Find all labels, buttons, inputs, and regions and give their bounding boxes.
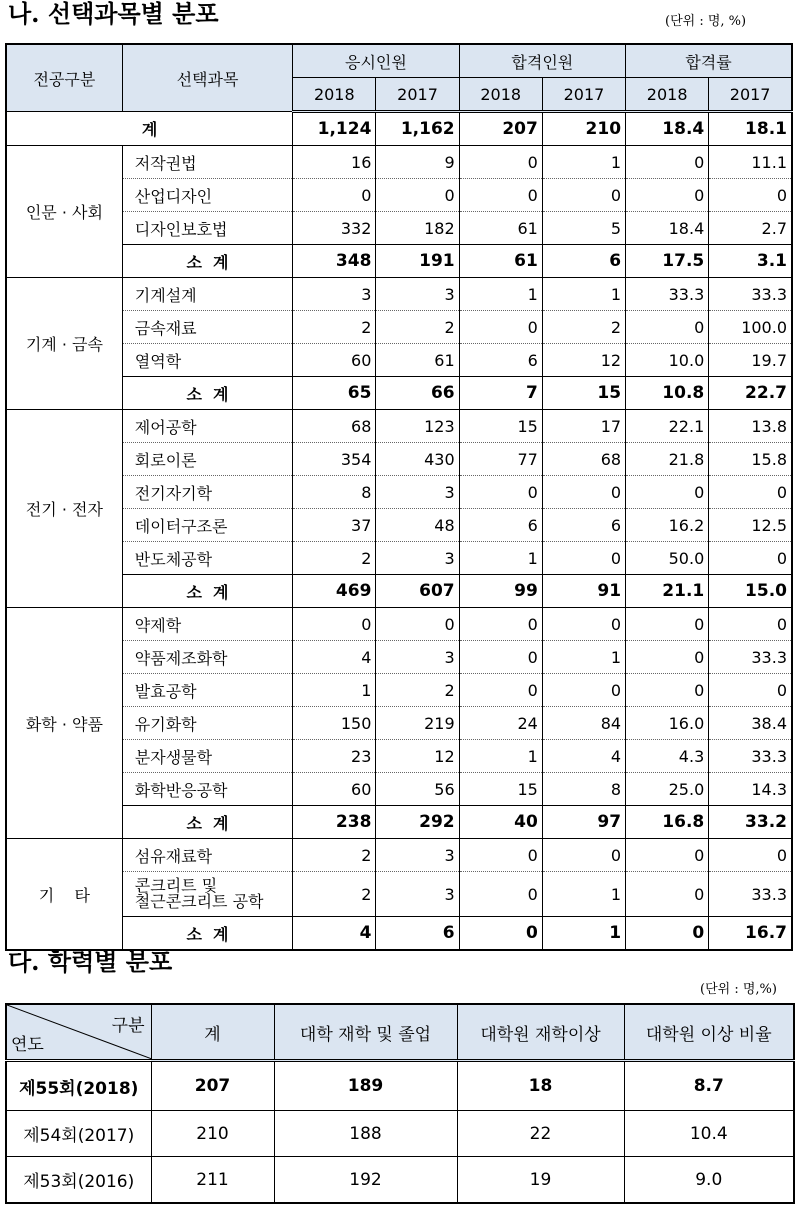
table-row [6, 872, 792, 917]
cell-value: 0 [542, 674, 625, 707]
cell-value: 0 [542, 476, 625, 509]
table-row [6, 1157, 794, 1204]
table-row [6, 410, 792, 443]
cell-value: 12 [542, 344, 625, 377]
subject-name: 약품제조화학 [122, 641, 292, 674]
table-row [6, 509, 792, 542]
total-value: 1,162 [376, 112, 459, 146]
cell-value: 210 [151, 1111, 274, 1157]
cell-value: 33.3 [709, 278, 792, 311]
cell-value: 192 [274, 1157, 457, 1204]
cell-value: 2 [293, 839, 376, 872]
subject-name: 반도체공학 [122, 542, 292, 575]
group-label: 전기 · 전자 [6, 410, 122, 608]
cell-value: 33.3 [709, 740, 792, 773]
header-year: 2018 [626, 78, 709, 112]
cell-value: 33.3 [626, 278, 709, 311]
cell-value: 100.0 [709, 311, 792, 344]
subtotal-row [6, 575, 792, 608]
subject-name: 제어공학 [122, 410, 292, 443]
cell-value: 3 [376, 476, 459, 509]
subject-name: 회로이론 [122, 443, 292, 476]
header-major: 전공구분 [6, 44, 122, 112]
subject-name: 기계설계 [122, 278, 292, 311]
cell-value: 182 [376, 212, 459, 245]
subtotal-value: 292 [376, 806, 459, 839]
cell-value: 6 [459, 509, 542, 542]
cell-value: 0 [709, 839, 792, 872]
subtotal-value: 4 [293, 917, 376, 951]
cell-value: 56 [376, 773, 459, 806]
subtotal-label: 소 계 [122, 245, 292, 278]
cell-value: 14.3 [709, 773, 792, 806]
table-row [6, 608, 792, 641]
cell-value: 0 [709, 608, 792, 641]
subtotal-value: 6 [542, 245, 625, 278]
cell-value: 3 [376, 542, 459, 575]
cell-value: 18 [457, 1061, 624, 1111]
cell-value: 2 [293, 872, 376, 917]
section2-title: 다. 학력별 분포 [8, 947, 173, 976]
total-value: 18.1 [709, 112, 792, 146]
cell-value: 0 [459, 674, 542, 707]
header-year: 2018 [459, 78, 542, 112]
cell-value: 6 [459, 344, 542, 377]
cell-value: 332 [293, 212, 376, 245]
cell-value: 0 [709, 542, 792, 575]
cell-value: 25.0 [626, 773, 709, 806]
group-label: 기계 · 금속 [6, 278, 122, 410]
header-graduate: 대학원 재학이상 [457, 1004, 624, 1061]
header-rate: 합격률 [626, 44, 792, 78]
cell-value: 5 [542, 212, 625, 245]
group-label: 인문 · 사회 [6, 146, 122, 278]
cell-value: 13.8 [709, 410, 792, 443]
subtotal-value: 6 [376, 917, 459, 951]
header-year: 2017 [542, 78, 625, 112]
cell-value: 60 [293, 344, 376, 377]
cell-value: 4 [542, 740, 625, 773]
cell-value: 15 [459, 773, 542, 806]
table-row [6, 542, 792, 575]
cell-value: 0 [626, 476, 709, 509]
cell-value: 0 [459, 608, 542, 641]
subtotal-value: 0 [626, 917, 709, 951]
group-label: 기 타 [6, 839, 122, 951]
table-row [6, 674, 792, 707]
cell-value: 0 [293, 179, 376, 212]
cell-value: 61 [459, 212, 542, 245]
subtotal-value: 15 [542, 377, 625, 410]
subtotal-row [6, 806, 792, 839]
cell-value: 12.5 [709, 509, 792, 542]
subtotal-value: 15.0 [709, 575, 792, 608]
cell-value: 2 [293, 542, 376, 575]
subtotal-value: 348 [293, 245, 376, 278]
cell-value: 4.3 [626, 740, 709, 773]
header-year: 2018 [293, 78, 376, 112]
cell-value: 18.4 [626, 212, 709, 245]
subject-name: 디자인보호법 [122, 212, 292, 245]
cell-value: 0 [542, 542, 625, 575]
subject-name: 전기자기학 [122, 476, 292, 509]
subtotal-label: 소 계 [122, 806, 292, 839]
header-passed: 합격인원 [459, 44, 625, 78]
cell-value: 21.8 [626, 443, 709, 476]
table-row [6, 179, 792, 212]
cell-value: 8.7 [624, 1061, 794, 1111]
subtotal-value: 16.8 [626, 806, 709, 839]
cell-value: 1 [542, 278, 625, 311]
subtotal-value: 238 [293, 806, 376, 839]
section2-unit: (단위 : 명,%) [700, 982, 777, 997]
cell-value: 0 [542, 179, 625, 212]
cell-value: 0 [459, 641, 542, 674]
total-label: 계 [6, 112, 293, 146]
cell-value: 1 [459, 542, 542, 575]
cell-value: 16 [293, 146, 376, 179]
cell-value: 2 [542, 311, 625, 344]
cell-value: 2 [376, 311, 459, 344]
cell-value: 16.2 [626, 509, 709, 542]
cell-value: 19 [457, 1157, 624, 1204]
cell-value: 3 [376, 839, 459, 872]
cell-value: 10.4 [624, 1111, 794, 1157]
cell-value: 12 [376, 740, 459, 773]
cell-value: 430 [376, 443, 459, 476]
subject-name: 화학반응공학 [122, 773, 292, 806]
cell-value: 17 [542, 410, 625, 443]
cell-value: 22 [457, 1111, 624, 1157]
cell-value: 8 [542, 773, 625, 806]
cell-value: 0 [709, 476, 792, 509]
subtotal-label: 소 계 [122, 377, 292, 410]
cell-value: 0 [293, 608, 376, 641]
cell-value: 1 [293, 674, 376, 707]
cell-value: 33.3 [709, 872, 792, 917]
cell-value: 0 [626, 311, 709, 344]
header-applicants: 응시인원 [293, 44, 459, 78]
total-value: 210 [542, 112, 625, 146]
cell-value: 68 [542, 443, 625, 476]
table-row [6, 443, 792, 476]
cell-value: 48 [376, 509, 459, 542]
cell-value: 0 [376, 608, 459, 641]
subtotal-row [6, 377, 792, 410]
total-row [6, 112, 792, 146]
cell-value: 22.1 [626, 410, 709, 443]
subtotal-value: 91 [542, 575, 625, 608]
table-row [6, 311, 792, 344]
cell-value: 38.4 [709, 707, 792, 740]
subject-name: 열역학 [122, 344, 292, 377]
cell-value: 207 [151, 1061, 274, 1111]
year-label: 제53회(2016) [6, 1157, 151, 1204]
cell-value: 0 [626, 839, 709, 872]
subject-name: 섬유재료학 [122, 839, 292, 872]
subtotal-value: 607 [376, 575, 459, 608]
cell-value: 2 [376, 674, 459, 707]
cell-value: 0 [459, 179, 542, 212]
subtotal-value: 16.7 [709, 917, 792, 951]
subject-name: 발효공학 [122, 674, 292, 707]
subtotal-value: 61 [459, 245, 542, 278]
subtotal-label: 소 계 [122, 917, 292, 951]
cell-value: 1 [459, 278, 542, 311]
subtotal-value: 99 [459, 575, 542, 608]
header-year: 2017 [376, 78, 459, 112]
subtotal-label: 소 계 [122, 575, 292, 608]
subtotal-value: 22.7 [709, 377, 792, 410]
subtotal-row [6, 245, 792, 278]
subtotal-value: 97 [542, 806, 625, 839]
cell-value: 24 [459, 707, 542, 740]
cell-value: 11.1 [709, 146, 792, 179]
cell-value: 188 [274, 1111, 457, 1157]
subtotal-value: 3.1 [709, 245, 792, 278]
cell-value: 0 [626, 872, 709, 917]
cell-value: 60 [293, 773, 376, 806]
subtotal-value: 10.8 [626, 377, 709, 410]
header-subject: 선택과목 [122, 44, 292, 112]
cell-value: 50.0 [626, 542, 709, 575]
subtotal-row [6, 917, 792, 951]
cell-value: 8 [293, 476, 376, 509]
subtotal-value: 7 [459, 377, 542, 410]
header-corner [6, 1004, 151, 1061]
subtotal-value: 40 [459, 806, 542, 839]
subject-name: 약제학 [122, 608, 292, 641]
cell-value: 0 [626, 608, 709, 641]
subject-distribution-table [5, 43, 793, 951]
table-row [6, 773, 792, 806]
cell-value: 0 [626, 674, 709, 707]
subtotal-value: 0 [459, 917, 542, 951]
subject-name: 금속재료 [122, 311, 292, 344]
cell-value: 0 [459, 311, 542, 344]
total-value: 18.4 [626, 112, 709, 146]
cell-value: 33.3 [709, 641, 792, 674]
cell-value: 0 [542, 608, 625, 641]
subject-name: 유기화학 [122, 707, 292, 740]
subject-name: 데이터구조론 [122, 509, 292, 542]
cell-value: 0 [459, 476, 542, 509]
subtotal-value: 17.5 [626, 245, 709, 278]
cell-value: 3 [293, 278, 376, 311]
subtotal-value: 191 [376, 245, 459, 278]
header-year: 2017 [709, 78, 792, 112]
cell-value: 0 [459, 839, 542, 872]
cell-value: 9 [376, 146, 459, 179]
cell-value: 0 [376, 179, 459, 212]
group-label: 화학 · 약품 [6, 608, 122, 839]
cell-value: 150 [293, 707, 376, 740]
subject-name: 콘크리트 및 철근콘크리트 공학 [122, 872, 292, 917]
cell-value: 219 [376, 707, 459, 740]
cell-value: 4 [293, 641, 376, 674]
total-value: 1,124 [293, 112, 376, 146]
header-college: 대학 재학 및 졸업 [274, 1004, 457, 1061]
cell-value: 61 [376, 344, 459, 377]
cell-value: 10.0 [626, 344, 709, 377]
cell-value: 123 [376, 410, 459, 443]
cell-value: 16.0 [626, 707, 709, 740]
cell-value: 211 [151, 1157, 274, 1204]
cell-value: 0 [626, 641, 709, 674]
cell-value: 23 [293, 740, 376, 773]
cell-value: 15.8 [709, 443, 792, 476]
cell-value: 0 [542, 839, 625, 872]
table-row [6, 740, 792, 773]
subject-name: 저작권법 [122, 146, 292, 179]
cell-value: 0 [626, 146, 709, 179]
cell-value: 354 [293, 443, 376, 476]
cell-value: 189 [274, 1061, 457, 1111]
section1-title: 나. 선택과목별 분포 [8, 0, 219, 28]
cell-value: 2.7 [709, 212, 792, 245]
table-row [6, 1111, 794, 1157]
cell-value: 9.0 [624, 1157, 794, 1204]
cell-value: 1 [542, 641, 625, 674]
cell-value: 1 [542, 146, 625, 179]
cell-value: 77 [459, 443, 542, 476]
subtotal-value: 33.2 [709, 806, 792, 839]
subject-name: 분자생물학 [122, 740, 292, 773]
cell-value: 3 [376, 872, 459, 917]
cell-value: 6 [542, 509, 625, 542]
corner-top-label: 구분 [111, 1016, 145, 1036]
cell-value: 0 [626, 179, 709, 212]
education-distribution-table [5, 1003, 795, 1204]
cell-value: 0 [459, 872, 542, 917]
cell-value: 3 [376, 278, 459, 311]
cell-value: 1 [542, 872, 625, 917]
table-row [6, 278, 792, 311]
table-row [6, 641, 792, 674]
table-row [6, 839, 792, 872]
header-graduate-ratio: 대학원 이상 비율 [624, 1004, 794, 1061]
subtotal-value: 66 [376, 377, 459, 410]
cell-value: 37 [293, 509, 376, 542]
table-row [6, 476, 792, 509]
corner-bottom-label: 연도 [11, 1035, 44, 1055]
cell-value: 68 [293, 410, 376, 443]
cell-value: 2 [293, 311, 376, 344]
cell-value: 0 [709, 179, 792, 212]
cell-value: 84 [542, 707, 625, 740]
table-row [6, 344, 792, 377]
cell-value: 0 [709, 674, 792, 707]
subject-name: 산업디자인 [122, 179, 292, 212]
table-row [6, 1061, 794, 1111]
total-value: 207 [459, 112, 542, 146]
section1-unit: (단위 : 명, %) [665, 14, 747, 29]
cell-value: 0 [459, 146, 542, 179]
table-row [6, 707, 792, 740]
subtotal-value: 65 [293, 377, 376, 410]
table-row [6, 212, 792, 245]
year-label: 제55회(2018) [6, 1061, 151, 1111]
year-label: 제54회(2017) [6, 1111, 151, 1157]
table-row [6, 146, 792, 179]
cell-value: 19.7 [709, 344, 792, 377]
cell-value: 1 [459, 740, 542, 773]
header-total: 계 [151, 1004, 274, 1061]
subtotal-value: 1 [542, 917, 625, 951]
cell-value: 3 [376, 641, 459, 674]
subtotal-value: 21.1 [626, 575, 709, 608]
subtotal-value: 469 [293, 575, 376, 608]
cell-value: 15 [459, 410, 542, 443]
